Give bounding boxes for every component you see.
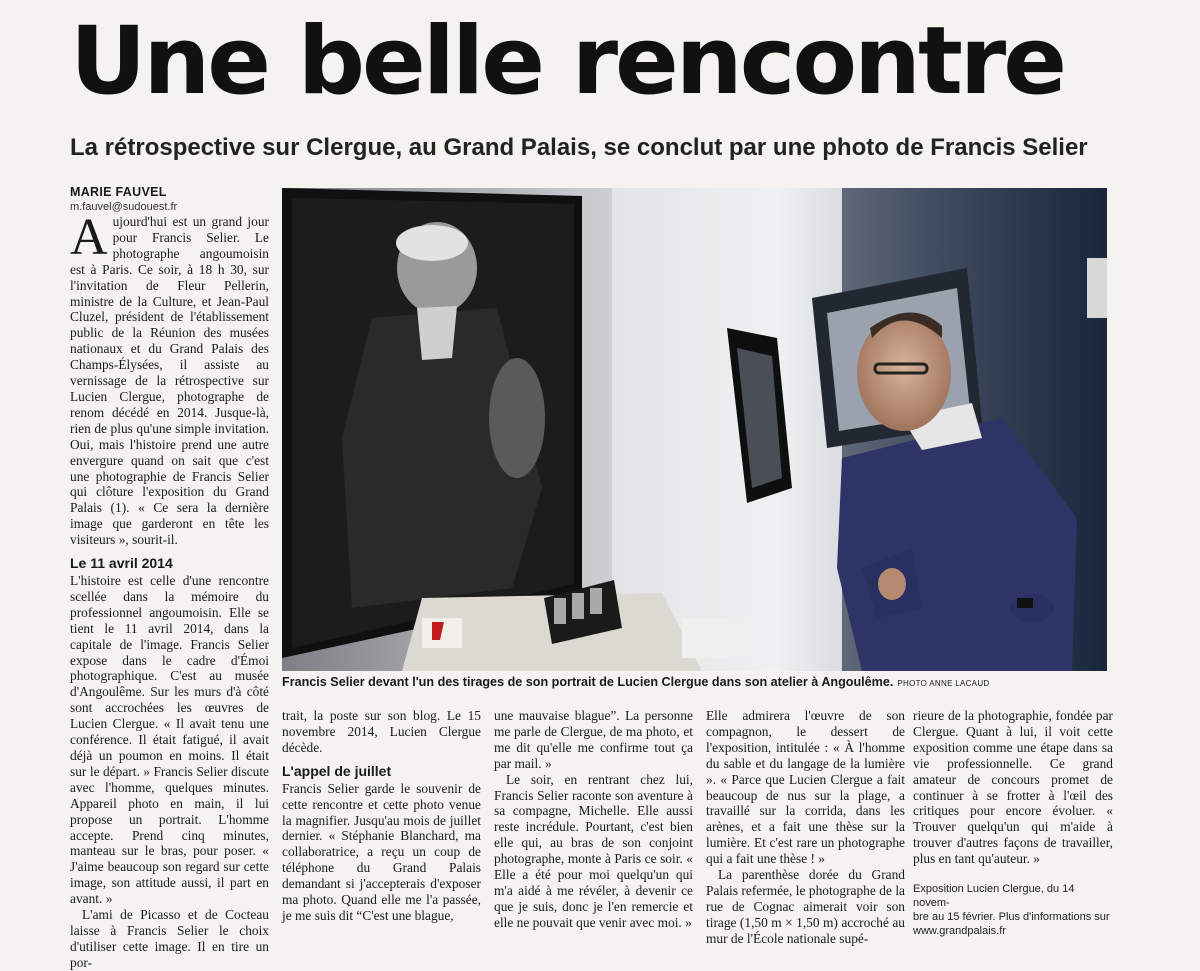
photo-credit: PHOTO ANNE LACAUD xyxy=(897,679,990,688)
article-photo xyxy=(282,188,1107,671)
section-heading-april: Le 11 avril 2014 xyxy=(70,555,173,572)
author-email[interactable]: m.fauvel@sudouest.fr xyxy=(70,201,178,213)
article-column-3 xyxy=(494,708,693,936)
photo-illustration xyxy=(282,188,1107,671)
headline: Une belle rencontre xyxy=(70,7,1064,116)
drop-cap: A xyxy=(70,209,108,266)
article-column-5 xyxy=(913,708,1113,876)
paragraph: Le soir, en rentrant chez lui, Francis Selier raconte son aventure à sa compagne, Michelle. Elle aussi reste incrédule. Pourtant, c'est bien elle qui, au bras de son conjoint photographe, monte à Paris ce soir. « Elle a été pour moi quelqu'un qui m'a aidé à me révéler, à devenir ce que je suis, donc je l'en remercie et elle ne pouvait que venir avec moi. » xyxy=(494,771,693,930)
article-column-2 xyxy=(282,708,481,936)
author-name: MARIE FAUVEL xyxy=(70,185,167,199)
intro-paragraph: Aujourd'hui est un grand jour pour Francis Selier. Le photographe angoumoisin est à Paris. Ce soir, à 18 h 30, sur l'invitation de Fleur Pellerin, ministre de la Culture, et Jean-Paul Cluzel, président de l'établissement public de la Réunion des musées nationaux et du Grand Palais des Champs-Élysées, il assiste au vernissage de la rétrospective sur Lucien Clergue, photographe de renom décédé en 2014. Jusque-là, rien de plus qu'une simple invitation. Oui, mais l'histoire prend une autre envergure quand on sait que c'est une photographie de Francis Selier qui clôture l'exposition du Grand Palais (1). « Ce sera la dernière image que garderont en tête les visiteurs », sourit-il. xyxy=(70,209,269,548)
section-heading-july: L'appel de juillet xyxy=(282,762,392,779)
paragraph: trait, la poste sur son blog. Le 15 novembre 2014, Lucien Clergue décède. xyxy=(282,708,481,755)
paragraph: une mauvaise blague”. La personne me parle de Clergue, de ma photo, et me dit qu'elle me confirme tout ça par mail. » xyxy=(494,708,693,771)
exhibition-info xyxy=(913,882,1113,938)
article-column-1 xyxy=(70,209,269,970)
photo-caption xyxy=(282,674,1107,692)
paragraph: La parenthèse dorée du Grand Palais refermée, le photographe de la rue de Cognac aimerait voir son tirage (1,50 m × 1,50 m) accroché au mur de l'École nationale supé- xyxy=(706,867,905,946)
paragraph: Elle admirera l'œuvre de son compagnon, le dessert de l'exposition, intitulée : « À l'homme du sable et du langage de la lumière ». « Parce que Lucien Clergue a fait beaucoup de nus sur la plage, a travaillé sur la corrida, dans les arènes, et a fait une thèse sur la lumière. Et c'est rare un photographe qui a fait une thèse ! » xyxy=(706,708,905,867)
article-column-4 xyxy=(706,708,905,946)
paragraph: rieure de la photographie, fondée par Clergue. Quant à lui, il voit cette exposition comme une étape dans sa vie professionnelle. Ce grand amateur de concours promet de continuer à se frotter à l'œil des critiques pour encore évoluer. « Trouver quelqu'un qui m'aide à trouver d'autres façons de travailler, plus en tant qu'auteur. » xyxy=(913,708,1113,867)
subtitle: La rétrospective sur Clergue, au Grand Palais, se conclut par une photo de Francis Selier xyxy=(70,134,1088,161)
exhibition-info-line: Exposition Lucien Clergue, du 14 novem- xyxy=(913,883,1075,909)
caption-text: Francis Selier devant l'un des tirages de son portrait de Lucien Clergue dans son atelier à Angoulême. xyxy=(282,675,894,689)
exhibition-info-line: bre au 15 février. Plus d'informations sur xyxy=(913,911,1110,923)
exhibition-website-link[interactable]: www.grandpalais.fr xyxy=(913,925,1006,937)
paragraph: L'ami de Picasso et de Cocteau laisse à Francis Selier le choix d'utiliser cette image. Il en tire un por- xyxy=(70,907,269,970)
paragraph: L'histoire est celle d'une rencontre scellée dans la mémoire du professionnel angoumoisin. Elle se tient le 11 avril 2014, dans la capitale de l'image. Francis Selier expose dans le cadre d'Émoi photographique. C'est au musée d'Angoulême. Sur les murs d'à côté sont accrochées les œuvres de Lucien Clergue. « Il avait tenu une conférence. Il était fatigué, il avait déjà un poumon en moins. Il était sur le départ. » Francis Selier discute avec l'homme, quelques minutes. Appareil photo en main, il lui propose un portrait. L'homme accepte. Prend cinq minutes, manteau sur le bras, pour poser. « J'aime beaucoup son regard sur cette image, son attitude aussi, il part en avant. » xyxy=(70,573,269,907)
paragraph: Francis Selier garde le souvenir de cette rencontre et cette photo venue la magnifier. Jusqu'au mois de juillet dernier. « Stéphanie Blanchard, ma collaboratrice, a reçu un coup de téléphone du Grand Palais demandant si j'accepterais d'exposer ma photo. Quand elle me l'a passée, je me suis dit “C'est une blague, xyxy=(282,780,481,923)
